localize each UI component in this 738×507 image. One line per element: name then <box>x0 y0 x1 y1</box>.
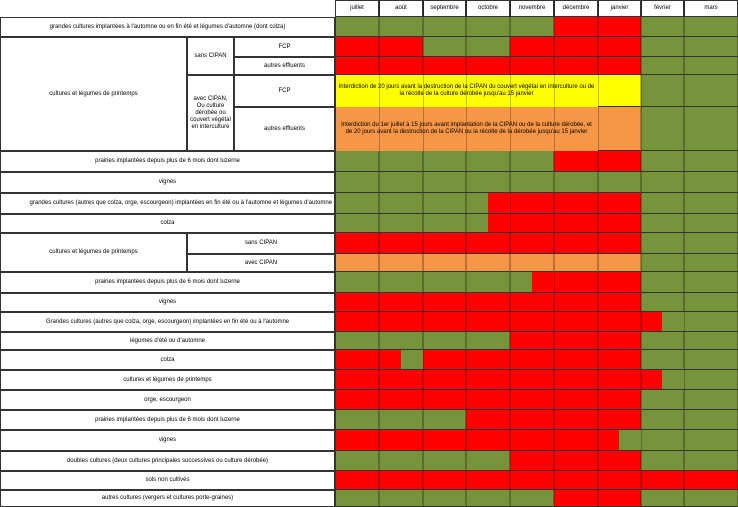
period-cell <box>662 370 684 390</box>
period-cell <box>554 451 598 471</box>
period-cell <box>423 390 466 410</box>
period-cell <box>554 193 598 214</box>
grid-line <box>684 0 685 507</box>
period-cell <box>554 410 598 430</box>
period-cell <box>423 293 466 312</box>
period-cell <box>684 370 738 390</box>
grid-line <box>423 0 424 507</box>
period-cell <box>466 17 510 37</box>
grid-line <box>510 0 511 507</box>
period-cell <box>510 17 554 37</box>
period-cell <box>554 17 598 37</box>
sub-label: autres effluents <box>234 107 335 151</box>
period-cell <box>466 254 510 272</box>
period-cell <box>466 410 510 430</box>
period-cell <box>510 390 554 410</box>
period-cell <box>466 214 488 233</box>
period-cell <box>510 151 554 172</box>
period-cell <box>379 293 423 312</box>
period-cell <box>335 57 379 75</box>
period-cell <box>510 37 554 57</box>
period-cell <box>401 350 423 370</box>
period-cell <box>598 272 641 293</box>
period-cell <box>554 57 598 75</box>
period-cell <box>684 57 738 75</box>
row-label: prairies implantées depuis plus de 6 mois dont luzerne <box>0 410 335 430</box>
period-cell <box>641 332 684 350</box>
period-cell <box>554 312 598 332</box>
period-cell <box>379 350 401 370</box>
period-cell <box>510 214 554 233</box>
yellow-note: Interdiction de 20 jours avant la destruction de la CIPAN du couvert végétal en interculture ou de la récolte de la culture dérobée jusqu'au 15 janvier <box>335 75 598 107</box>
period-cell <box>641 471 684 490</box>
period-cell <box>423 312 466 332</box>
period-cell <box>335 490 379 507</box>
period-cell <box>598 107 641 151</box>
period-cell <box>379 430 423 451</box>
period-cell <box>684 293 738 312</box>
period-cell <box>335 37 379 57</box>
period-cell <box>423 430 466 451</box>
period-cell <box>598 390 641 410</box>
period-cell <box>684 254 738 272</box>
period-cell <box>335 293 379 312</box>
period-cell <box>684 172 738 193</box>
period-cell <box>598 430 619 451</box>
period-cell <box>423 370 466 390</box>
period-cell <box>510 193 554 214</box>
row-label: prairies implantées depuis plus de 6 mois dont luzerne <box>0 151 335 172</box>
period-cell <box>641 312 662 332</box>
period-cell <box>335 350 379 370</box>
period-cell <box>466 272 510 293</box>
month-header: juillet <box>335 0 379 17</box>
period-cell <box>641 293 684 312</box>
sub-label: autres effluents <box>234 57 335 75</box>
orange-note: Interdiction du 1er juillet à 15 jours avant implantation de la CIPAN ou de la culture dérobée, et de 20 jours avant la destruction de la CIPAN ou la récolte de la dérobée jusqu'au 15 janvier <box>335 107 598 151</box>
sub-label: avec CIPAN <box>187 254 335 272</box>
period-cell <box>684 75 738 107</box>
period-cell <box>554 332 598 350</box>
row-label: autres cultures (vergers et cultures porte-graines) <box>0 490 335 507</box>
period-cell <box>510 451 554 471</box>
period-cell <box>423 233 466 254</box>
period-cell <box>423 490 466 507</box>
row-label: sols non cultivés <box>0 471 335 490</box>
period-cell <box>684 17 738 37</box>
period-cell <box>466 390 510 410</box>
period-cell <box>423 37 466 57</box>
period-cell <box>641 37 684 57</box>
period-cell <box>554 233 598 254</box>
month-header: août <box>379 0 423 17</box>
period-cell <box>598 490 641 507</box>
month-header: janvier <box>598 0 641 17</box>
period-cell <box>379 214 423 233</box>
period-cell <box>379 410 423 430</box>
period-cell <box>379 332 423 350</box>
period-cell <box>598 471 641 490</box>
period-cell <box>554 293 598 312</box>
period-cell <box>598 37 641 57</box>
period-cell <box>641 490 684 507</box>
period-cell <box>466 370 510 390</box>
period-cell <box>510 410 554 430</box>
sub-label: avec CIPAN, Ou culture dérobée ou couvert végétal en interculture <box>187 75 234 151</box>
period-cell <box>554 350 598 370</box>
period-cell <box>379 193 423 214</box>
period-cell <box>379 370 423 390</box>
grid-line <box>466 0 467 507</box>
sub-label: sans CIPAN <box>187 233 335 254</box>
period-cell <box>598 214 641 233</box>
grid-line <box>379 0 380 507</box>
period-cell <box>554 172 598 193</box>
period-cell <box>684 471 738 490</box>
period-cell <box>641 17 684 37</box>
period-cell <box>554 254 598 272</box>
period-cell <box>641 193 684 214</box>
group-label: cultures et légumes de printemps <box>0 233 187 272</box>
period-cell <box>423 151 466 172</box>
period-cell <box>335 254 379 272</box>
period-cell <box>466 490 510 507</box>
period-cell <box>619 430 641 451</box>
period-cell <box>684 193 738 214</box>
row-label: vignes <box>0 293 335 312</box>
period-cell <box>423 451 466 471</box>
period-cell <box>554 272 598 293</box>
period-cell <box>510 490 554 507</box>
period-cell <box>598 312 641 332</box>
period-cell <box>510 370 554 390</box>
period-cell <box>335 370 379 390</box>
period-cell <box>510 332 554 350</box>
period-cell <box>684 410 738 430</box>
period-cell <box>598 17 641 37</box>
sub-label: sans CIPAN <box>187 37 234 75</box>
period-cell <box>335 332 379 350</box>
row-label: doubles cultures (deux cultures principales successives ou culture dérobée) <box>0 451 335 471</box>
period-cell <box>598 293 641 312</box>
period-cell <box>335 430 379 451</box>
period-cell <box>554 390 598 410</box>
period-cell <box>510 172 554 193</box>
period-cell <box>510 350 554 370</box>
period-cell <box>423 17 466 37</box>
period-cell <box>423 272 466 293</box>
period-cell <box>684 151 738 172</box>
period-cell <box>379 254 423 272</box>
period-cell <box>641 451 684 471</box>
period-cell <box>379 17 423 37</box>
period-cell <box>641 75 684 107</box>
period-cell <box>598 410 641 430</box>
period-cell <box>466 332 510 350</box>
row-label: cultures et légumes de printemps <box>0 370 335 390</box>
row-label: Grandes cultures (autres que colza, orge, escourgeon) implantées en fin été ou à l'automne <box>0 312 335 332</box>
period-cell <box>684 332 738 350</box>
grid-line <box>554 0 555 507</box>
period-cell <box>466 293 510 312</box>
row-label: légumes d'été ou d'automne <box>0 332 335 350</box>
period-cell <box>684 37 738 57</box>
row-label: grandes cultures implantées à l'automne ou en fin été et légumes d'automne (dont colza) <box>0 17 335 37</box>
period-cell <box>335 471 379 490</box>
period-cell <box>641 370 662 390</box>
period-cell <box>641 390 684 410</box>
grid-line <box>335 0 336 507</box>
period-cell <box>510 430 554 451</box>
period-cell <box>466 430 510 451</box>
period-cell <box>423 193 466 214</box>
period-cell <box>379 272 423 293</box>
group-label: cultures et légumes de printemps <box>0 37 187 151</box>
period-cell <box>641 172 684 193</box>
period-cell <box>598 350 641 370</box>
period-cell <box>335 151 379 172</box>
period-cell <box>510 233 554 254</box>
grid-line <box>598 0 599 507</box>
period-cell <box>598 57 641 75</box>
period-cell <box>466 172 510 193</box>
period-cell <box>335 17 379 37</box>
period-cell <box>466 57 510 75</box>
period-cell <box>554 430 598 451</box>
period-cell <box>598 254 641 272</box>
period-cell <box>510 254 554 272</box>
period-cell <box>684 390 738 410</box>
period-cell <box>684 214 738 233</box>
period-cell <box>510 272 532 293</box>
period-cell <box>466 37 510 57</box>
period-cell <box>423 254 466 272</box>
period-cell <box>641 214 684 233</box>
row-label: vignes <box>0 172 335 193</box>
period-cell <box>684 350 738 370</box>
period-cell <box>335 214 379 233</box>
period-cell <box>466 451 510 471</box>
period-cell <box>510 293 554 312</box>
period-cell <box>379 233 423 254</box>
period-cell <box>598 172 641 193</box>
period-cell <box>423 214 466 233</box>
period-cell <box>379 151 423 172</box>
period-cell <box>684 490 738 507</box>
period-cell <box>641 410 684 430</box>
month-header: novembre <box>510 0 554 17</box>
period-cell <box>598 332 641 350</box>
period-cell <box>379 451 423 471</box>
period-cell <box>466 233 510 254</box>
month-header: février <box>641 0 684 17</box>
period-cell <box>335 410 379 430</box>
period-cell <box>684 272 738 293</box>
row-label: colza <box>0 350 335 370</box>
period-cell <box>379 490 423 507</box>
row-label: orge, escourgeon <box>0 390 335 410</box>
period-cell <box>554 370 598 390</box>
period-cell <box>335 172 379 193</box>
period-cell <box>466 350 510 370</box>
row-label: vignes <box>0 430 335 451</box>
period-cell <box>641 254 684 272</box>
period-cell <box>379 172 423 193</box>
period-cell <box>423 57 466 75</box>
period-cell <box>684 451 738 471</box>
period-cell <box>641 151 684 172</box>
period-cell <box>379 37 423 57</box>
period-cell <box>684 107 738 151</box>
grid-line <box>641 0 642 507</box>
period-cell <box>641 350 684 370</box>
period-cell <box>510 57 554 75</box>
period-cell <box>423 471 466 490</box>
period-cell <box>598 451 641 471</box>
period-cell <box>598 370 641 390</box>
period-cell <box>466 312 510 332</box>
period-cell <box>335 390 379 410</box>
period-cell <box>335 272 379 293</box>
period-cell <box>554 471 598 490</box>
period-cell <box>684 233 738 254</box>
period-cell <box>335 451 379 471</box>
header-blank <box>0 0 335 17</box>
period-cell <box>510 471 554 490</box>
row-label: grandes cultures (autres que colza, orge, escourgeon) implantées en fin été ou à l'automne et légumes d'automne <box>0 193 335 214</box>
period-cell <box>423 172 466 193</box>
period-cell <box>466 151 510 172</box>
row-label: colza <box>0 214 335 233</box>
period-cell <box>532 272 554 293</box>
sub-label: FCP <box>234 75 335 107</box>
period-cell <box>488 193 510 214</box>
period-cell <box>554 37 598 57</box>
period-cell <box>598 151 641 172</box>
period-cell <box>554 214 598 233</box>
period-cell <box>598 75 641 107</box>
period-cell <box>641 107 684 151</box>
period-cell <box>641 430 684 451</box>
period-cell <box>379 471 423 490</box>
period-cell <box>598 233 641 254</box>
period-cell <box>641 272 684 293</box>
period-cell <box>379 312 423 332</box>
period-cell <box>335 193 379 214</box>
period-cell <box>335 233 379 254</box>
period-cell <box>554 490 598 507</box>
period-cell <box>641 57 684 75</box>
period-cell <box>488 214 510 233</box>
month-header: septembre <box>423 0 466 17</box>
sub-label: FCP <box>234 37 335 57</box>
period-cell <box>466 471 510 490</box>
month-header: décembre <box>554 0 598 17</box>
period-cell <box>379 57 423 75</box>
period-cell <box>379 390 423 410</box>
row-label: prairies implantées depuis plus de 6 mois dont luzerne <box>0 272 335 293</box>
period-cell <box>684 312 738 332</box>
period-cell <box>684 430 738 451</box>
period-cell <box>662 312 684 332</box>
period-cell <box>510 312 554 332</box>
period-cell <box>554 151 598 172</box>
month-header: octobre <box>466 0 510 17</box>
period-cell <box>598 193 641 214</box>
period-cell <box>335 312 379 332</box>
period-cell <box>423 332 466 350</box>
period-cell <box>641 233 684 254</box>
period-cell <box>423 350 466 370</box>
period-cell <box>423 410 466 430</box>
month-header: mars <box>684 0 738 17</box>
